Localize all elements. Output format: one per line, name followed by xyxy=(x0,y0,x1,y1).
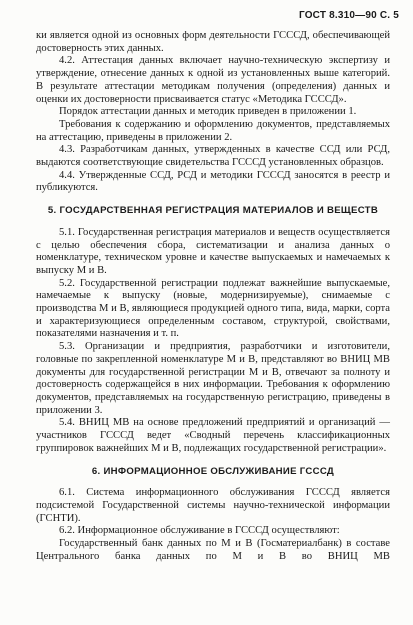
paragraph-6-2: 6.2. Информационное обслуживание в ГСССД осуществляют: xyxy=(59,525,340,537)
paragraph-5-3: 5.3. Организации и предприятия, разработчики и изготовители, головные по закрепленной номенклатуре М и В, представляют во ВНИЦ МВ документы для государственной регистрации М и В, отвечают за полноту и достоверность содержащейся в них информации. Требования к оформлению документов, представляемых на государственную регистрацию, приведены в приложении 3. xyxy=(36,341,390,416)
paragraph-5-2: 5.2. Государственной регистрации подлежат важнейшие выпускаемые, намечаемые к выпуску (новые, модернизируемые), снимаемые с производства М и В, являющиеся продукцией одного типа, вида, марки, сорта и характеризующиеся определенным составом, структурой, свойствами, показателями назначения и т. п. xyxy=(36,277,390,340)
paragraph-6-1: 6.1. Система информационного обслуживания ГСССД является подсистемой Государственной системы научно-технической информации (ГСНТИ). xyxy=(36,487,390,524)
paragraph-5-4: 5.4. ВНИЦ МВ на основе предложений предприятий и организаций — участников ГСССД ведет «Сводный перечень классификационных группировок важнейших М и В, подлежащих государственной регистрации». xyxy=(36,417,390,454)
paragraph-requirements: Требования к содержанию и оформлению документов, представляемых на аттестацию, приведены в приложении 2. xyxy=(36,118,390,143)
section-6-heading: 6. ИНФОРМАЦИОННОЕ ОБСЛУЖИВАНИЕ ГСССД xyxy=(91,465,335,477)
paragraph-gosmaterialbank: Государственный банк данных по М и В (Госматериалбанк) в составе Центрального банка данных по М и В во ВНИЦ МВ xyxy=(36,538,390,562)
paragraph-5-1: 5.1. Государственная регистрация материалов и веществ осуществляется с целью обеспечения сбора, систематизации и анализа данных о номенклатуре, техническом уровне и качестве выпускаемых и намечаемых к выпуску М и В. xyxy=(36,226,390,276)
paragraph-4-3: 4.3. Разработчикам данных, утвержденных в качестве ССД или РСД, выдаются соответствующие свидетельства ГСССД установленных образцов. xyxy=(36,144,390,169)
section-5-heading: 5. ГОСУДАРСТВЕННАЯ РЕГИСТРАЦИЯ МАТЕРИАЛОВ И ВЕЩЕСТВ xyxy=(47,205,379,217)
paragraph-4-2: 4.2. Аттестация данных включает научно-техническую экспертизу и утверждение, отнесение данных к одной из установленных выше категорий. В результате аттестации методикам получения (определения) данных и оценки их достоверности присваивается статус «Методика ГСССД». xyxy=(36,55,390,105)
page-header: ГОСТ 8.310—90 С. 5 xyxy=(298,10,399,21)
paragraph-attestation-order: Порядок аттестации данных и методик приведен в приложении 1. xyxy=(59,106,357,118)
page-body xyxy=(36,30,390,563)
paragraph-continuation: ки является одной из основных форм деятельности ГСССД, обеспечивающей достоверность этих данных. xyxy=(36,30,390,54)
paragraph-4-4: 4.4. Утвержденные ССД, РСД и методики ГСССД заносятся в реестр и публикуются. xyxy=(36,169,390,194)
